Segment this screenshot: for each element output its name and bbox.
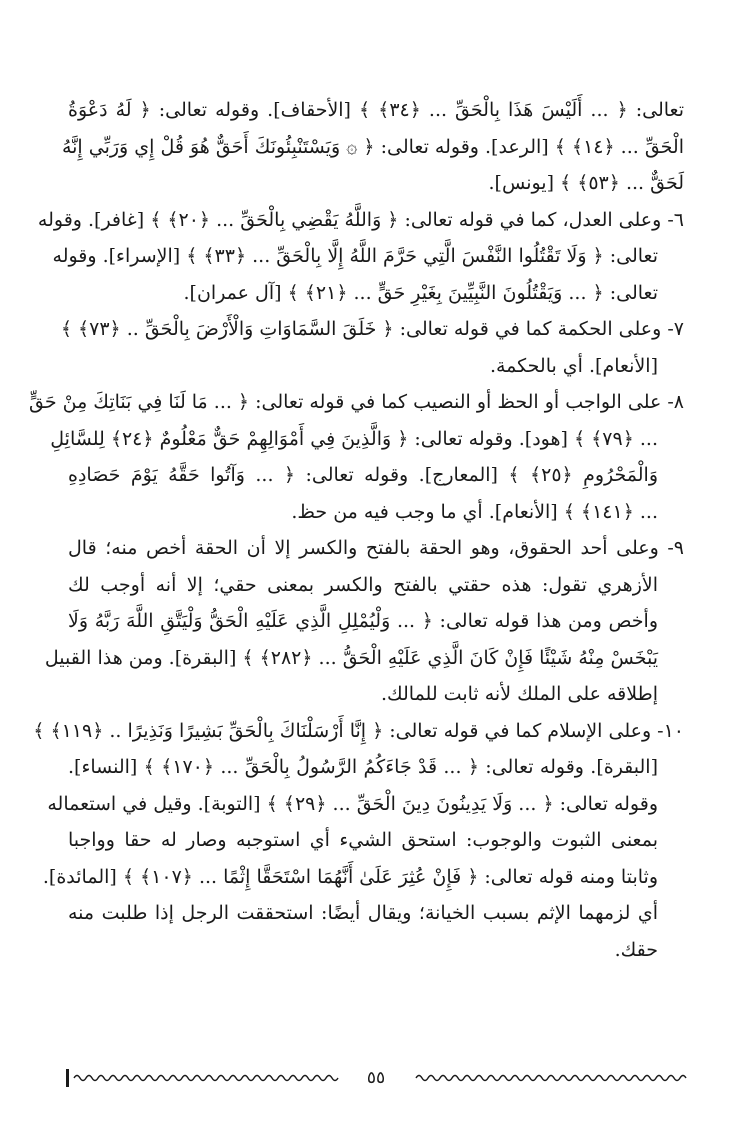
text-line-17: إطلاقه على الملك لأنه ثابت للمالك. <box>380 683 658 705</box>
text-line-23: أي لزمهما الإثم بسبب الخيانة؛ ويقال أيضًا: استحققت الرجل إذا طلبت منه <box>68 902 658 924</box>
text-line-15: وأخص ومن هذا قوله تعالى: ﴿ ... وَلْيُمْلِلِ الَّذِي عَلَيْهِ الْحَقُّ وَلْيَتَّقِ اللَّهَ رَبَّهُ وَلَا <box>68 610 658 632</box>
page-number: ٥٥ <box>366 1068 386 1088</box>
text-line-4: ٦- وعلى العدل، كما في قوله تعالى: ﴿ وَاللَّهُ يَقْضِي بِالْحَقِّ ... ﴿٢٠﴾ ﴾ [غافر]. وقوله <box>37 208 684 231</box>
text-line-13: ٩- وعلى أحد الحقوق، وهو الحقة بالفتح والكسر إلا أن الحقة أخص منه؛ قال <box>68 537 684 559</box>
text-line-20: وقوله تعالى: ﴿ ... وَلَا يَدِينُونَ دِينَ الْحَقِّ ... ﴿٢٩﴾ ﴾ [التوبة]. وقيل في استعماله <box>47 792 658 815</box>
text-line-12: ... ﴿١٤١﴾ ﴾ [الأنعام]. أي ما وجب فيه من حظ. <box>291 500 658 523</box>
page-footer <box>66 1066 686 1090</box>
text-line-14: الأزهري تقول: هذه حقتي بالفتح والكسر بمعنى حقي؛ إلا أنه أوجب لك <box>68 573 658 596</box>
text-line-10: ... ﴿٧٩﴾ ﴾ [هود]. وقوله تعالى: ﴿ وَالَّذِينَ فِي أَمْوَالِهِمْ حَقٌّ مَعْلُومٌ ﴿٢٤﴾ لِلسَّائِلِ <box>50 427 658 450</box>
footer-wave-ornament-right <box>416 1070 686 1086</box>
text-line-16: يَبْخَسْ مِنْهُ شَيْئًا فَإِنْ كَانَ الَّذِي عَلَيْهِ الْحَقُّ ... ﴿٢٨٢﴾ ﴾ [البقرة]. ومن هذا القبيل <box>44 646 658 669</box>
text-line-7: ٧- وعلى الحكمة كما في قوله تعالى: ﴿ خَلَقَ السَّمَاوَاتِ وَالْأَرْضَ بِالْحَقِّ .. ﴿٧٣﴾ ﴾ <box>60 318 684 340</box>
text-line-3: لَحَقٌّ ... ﴿٥٣﴾ ﴾ [يونس]. <box>488 172 684 194</box>
text-line-5: تعالى: ﴿ وَلَا تَقْتُلُوا النَّفْسَ الَّتِي حَرَّمَ اللَّهُ إِلَّا بِالْحَقِّ ... ﴿٣٣﴾ ﴾ [الإسراء]. وقوله <box>52 245 658 267</box>
text-line-19: [البقرة]. وقوله تعالى: ﴿ ... قَدْ جَاءَكُمُ الرَّسُولُ بِالْحَقِّ ... ﴿١٧٠﴾ ﴾ [النساء]. <box>68 756 658 778</box>
text-line-2: الْحَقِّ ... ﴿١٤﴾ ﴾ [الرعد]. وقوله تعالى: ﴿ ۞ وَيَسْتَنْبِئُونَكَ أَحَقٌّ هُوَ قُلْ إِي وَرَبِّي إِنَّهُ <box>61 135 684 158</box>
text-line-11: وَالْمَحْرُومِ ﴿٢٥﴾ ﴾ [المعارج]. وقوله تعالى: ﴿ ... وَآتُوا حَقَّهُ يَوْمَ حَصَادِهِ <box>68 464 659 486</box>
text-line-6: تعالى: ﴿ ... وَيَقْتُلُونَ النَّبِيِّينَ بِغَيْرِ حَقٍّ ... ﴿٢١﴾ ﴾ [آل عمران]. <box>183 281 658 304</box>
text-line-24: حقك. <box>614 938 658 961</box>
text-line-1: تعالى: ﴿ ... أَلَيْسَ هَذَا بِالْحَقِّ ... ﴿٣٤﴾ ﴾ [الأحقاف]. وقوله تعالى: ﴿ لَهُ دَعْوَةُ <box>68 99 685 121</box>
text-line-18: ١٠- وعلى الإسلام كما في قوله تعالى: ﴿ إِنَّا أَرْسَلْنَاكَ بِالْحَقِّ بَشِيرًا وَنَذِيرًا .. ﴿١١٩﴾ ﴾ <box>33 719 684 742</box>
text-line-9: ٨- على الواجب أو الحظ أو النصيب كما في قوله تعالى: ﴿ ... مَا لَنَا فِي بَنَاتِكَ مِنْ حَقٍّ <box>29 391 684 413</box>
text-line-22: وثابتا ومنه قوله تعالى: ﴿ فَإِنْ عُثِرَ عَلَىٰ أَنَّهُمَا اسْتَحَقَّا إِثْمًا ... ﴿١٠٧﴾ ﴾ [المائدة]. <box>42 865 658 888</box>
text-line-21: بمعنى الثبوت والوجوب: استحق الشيء أي استوجبه وصار له حقا وواجبا <box>68 829 658 851</box>
page-body <box>29 92 685 1052</box>
text-line-8: [الأنعام]. أي بالحكمة. <box>489 354 658 377</box>
footer-wave-ornament-left <box>74 1070 336 1086</box>
footer-end-bar <box>66 1069 69 1087</box>
